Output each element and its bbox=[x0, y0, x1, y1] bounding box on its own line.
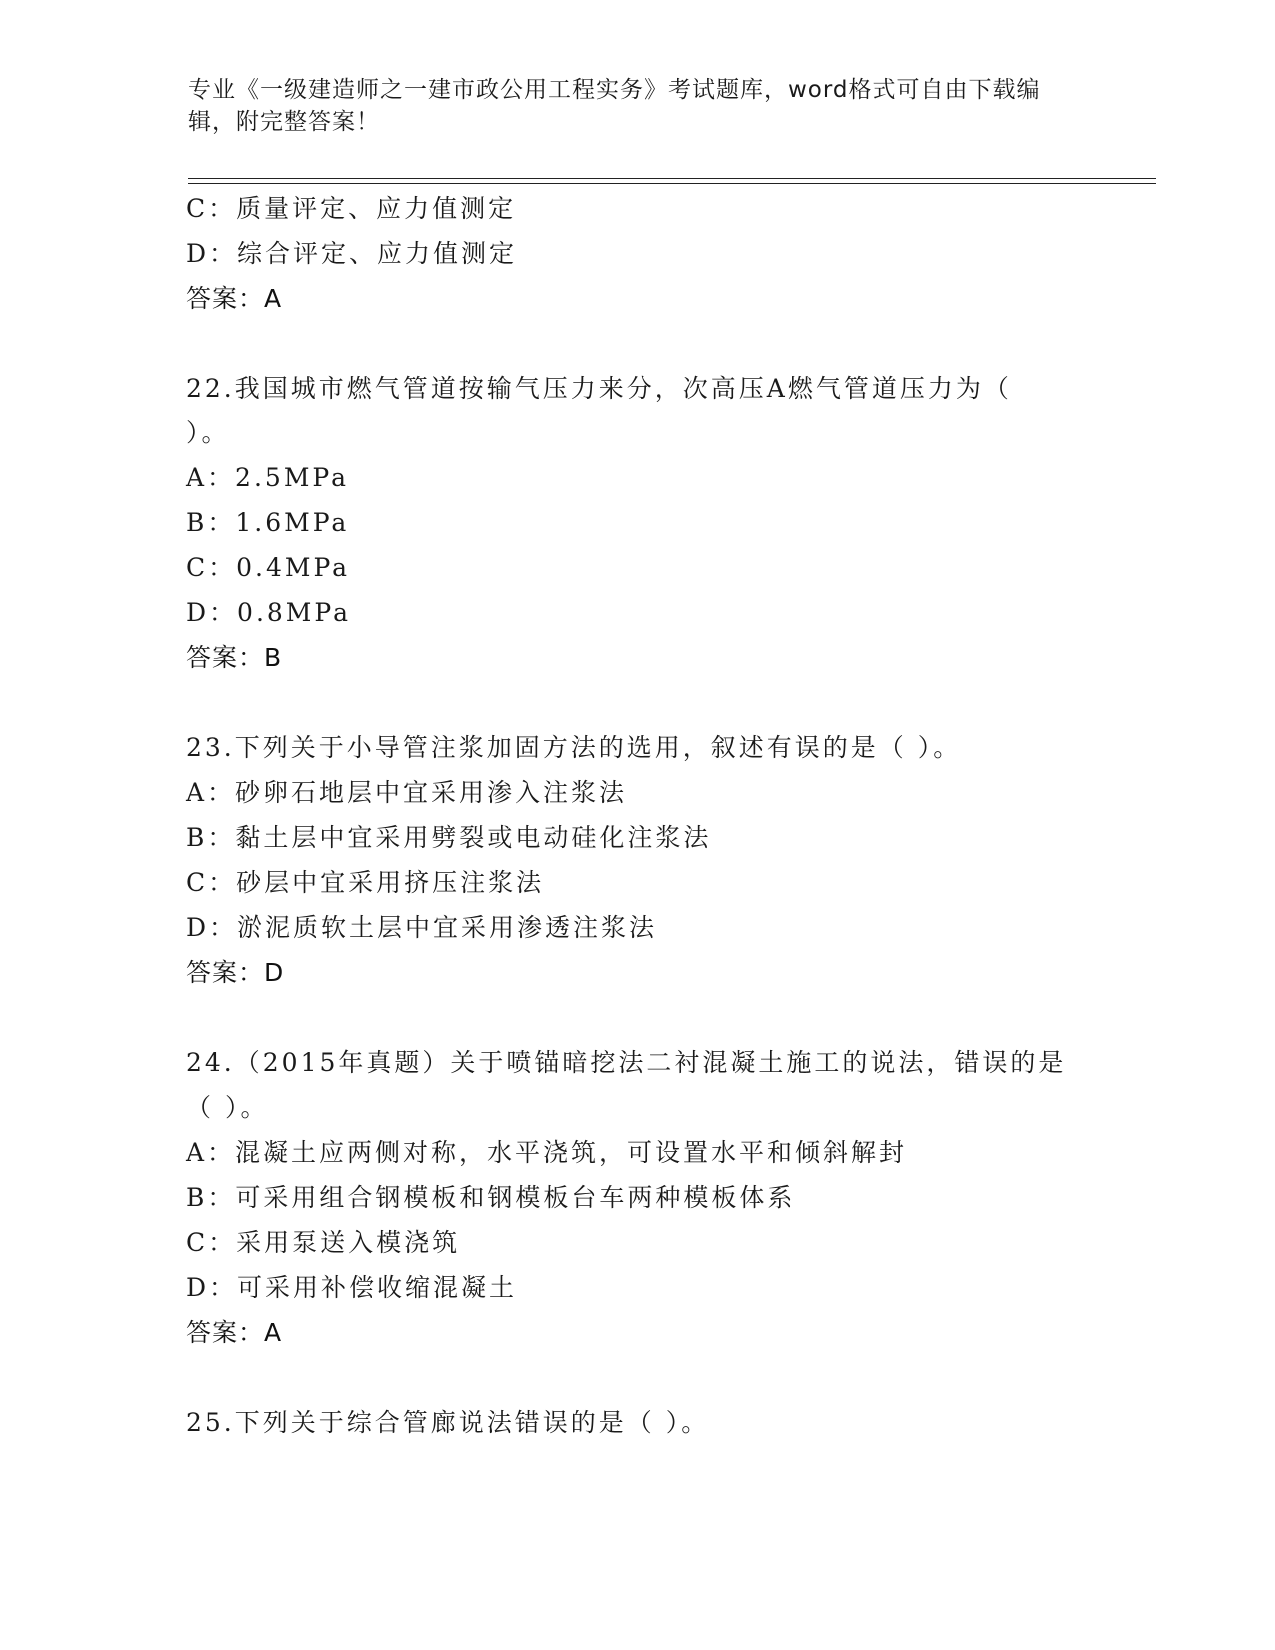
header-divider-bottom bbox=[188, 183, 1156, 184]
q24-answer: 答案：A bbox=[186, 1318, 283, 1347]
q23-stem-line-1: 23.下列关于小导管注浆加固方法的选用，叙述有误的是（ ）。 bbox=[186, 733, 962, 762]
page-header bbox=[188, 74, 1068, 138]
q24-option-d: D：可采用补偿收缩混凝土 bbox=[186, 1273, 518, 1302]
header-line-2: 辑，附完整答案！ bbox=[188, 109, 380, 135]
q23-option-d: D：淤泥质软土层中宜采用渗透注浆法 bbox=[186, 913, 658, 942]
q23-answer: 答案：D bbox=[186, 958, 285, 987]
header-line-1: 专业《一级建造师之一建市政公用工程实务》考试题库，word格式可自由下载编 bbox=[188, 77, 1041, 103]
q25-stem-line-1: 25.下列关于综合管廊说法错误的是（ ）。 bbox=[186, 1408, 710, 1437]
q23-option-b: B：黏土层中宜采用劈裂或电动硅化注浆法 bbox=[186, 823, 712, 852]
q22-stem-line-2: ）。 bbox=[186, 418, 230, 447]
q22-option-a: A：2.5MPa bbox=[186, 463, 350, 492]
q22-option-d: D：0.8MPa bbox=[186, 598, 352, 627]
q22-option-c: C：0.4MPa bbox=[186, 553, 351, 582]
q24-stem-line-2: （ ）。 bbox=[186, 1093, 269, 1122]
q22-option-b: B：1.6MPa bbox=[186, 508, 350, 537]
q21-option-c: C：质量评定、应力值测定 bbox=[186, 194, 517, 223]
q24-option-b: B：可采用组合钢模板和钢模板台车两种模板体系 bbox=[186, 1183, 796, 1212]
q24-option-c: C：采用泵送入模浇筑 bbox=[186, 1228, 461, 1257]
q24-option-a: A：混凝土应两侧对称，水平浇筑，可设置水平和倾斜解封 bbox=[186, 1138, 908, 1167]
q24-stem-line-1: 24.（2015年真题）关于喷锚暗挖法二衬混凝土施工的说法，错误的是 bbox=[186, 1048, 1067, 1077]
q22-answer: 答案：B bbox=[186, 643, 283, 672]
q23-option-c: C：砂层中宜采用挤压注浆法 bbox=[186, 868, 545, 897]
q22-stem-line-1: 22.我国城市燃气管道按输气压力来分，次高压A燃气管道压力为（ bbox=[186, 374, 1012, 403]
header-divider-top bbox=[188, 178, 1156, 179]
q21-answer: 答案：A bbox=[186, 284, 283, 313]
q21-option-d: D：综合评定、应力值测定 bbox=[186, 239, 518, 268]
q23-option-a: A：砂卵石地层中宜采用渗入注浆法 bbox=[186, 778, 628, 807]
